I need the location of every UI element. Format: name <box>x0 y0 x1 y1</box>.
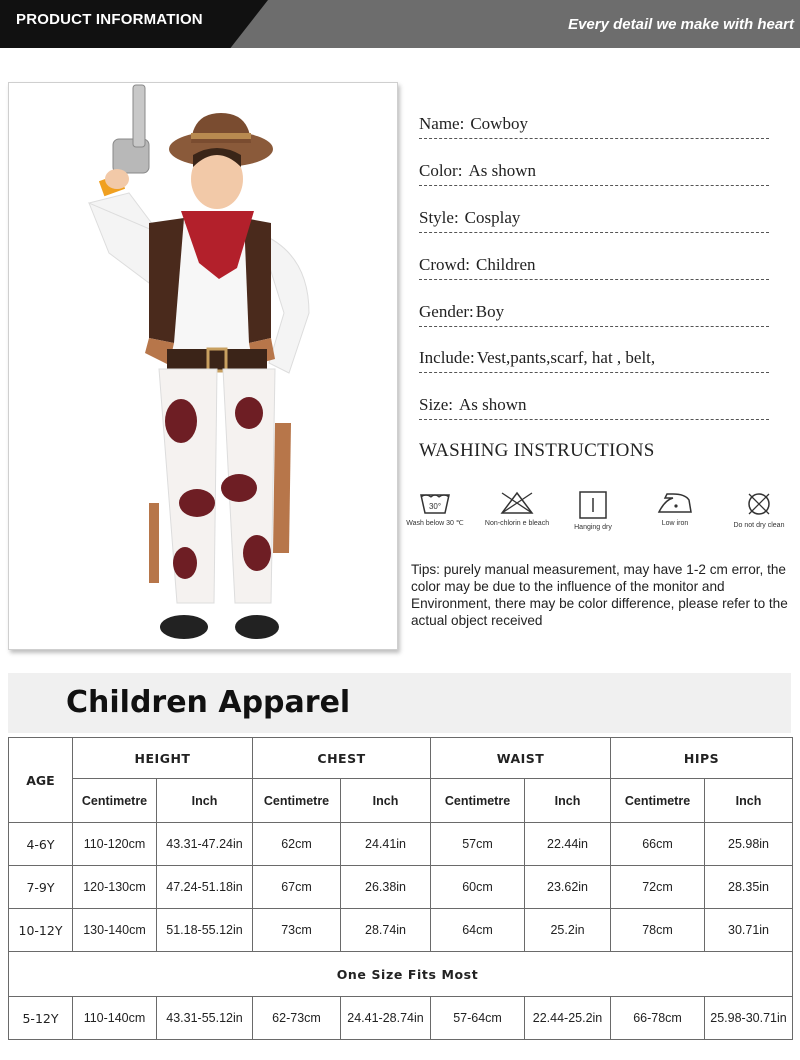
wash-item-1 <box>400 490 470 528</box>
table-cell: 110-120cm <box>73 823 157 866</box>
table-cell: 43.31-47.24in <box>157 823 253 866</box>
table-cell: 22.44-25.2in <box>525 997 611 1040</box>
table-cell: 64cm <box>431 909 525 952</box>
age-header: AGE <box>9 738 73 823</box>
table-cell: 60cm <box>431 866 525 909</box>
info-size: Size: As shown <box>419 395 769 420</box>
product-photo <box>8 82 398 650</box>
hanging-dry-icon <box>578 490 608 520</box>
svg-text:30°: 30° <box>428 502 442 511</box>
info-gender: Gender: Boy <box>419 302 769 327</box>
sub-header-inch: Inch <box>525 779 611 823</box>
table-cell: 25.98in <box>705 823 793 866</box>
size-chart-title: Children Apparel <box>66 685 351 720</box>
wash-item-5 <box>724 490 794 530</box>
info-crowd: Crowd: Children <box>419 255 769 280</box>
table-cell: 78cm <box>611 909 705 952</box>
table-cell: 22.44in <box>525 823 611 866</box>
table-row <box>9 866 793 909</box>
banner-subtitle: Every detail we make with heart <box>568 16 794 33</box>
age-cell: 10-12Y <box>9 909 73 952</box>
size-chart-header <box>8 673 791 733</box>
no-dry-clean-icon <box>745 490 773 518</box>
size-chart-table <box>8 737 793 1040</box>
wash-30-icon <box>418 490 452 516</box>
table-cell: 24.41in <box>341 823 431 866</box>
table-cell: 51.18-55.12in <box>157 909 253 952</box>
info-color: Color: As shown <box>419 161 769 186</box>
banner-title: PRODUCT INFORMATION <box>16 11 203 28</box>
tips-text: Tips: purely manual measurement, may have 1-2 cm error, the color may be due to the influence of the monitor and Environment, there may be color difference, please refer to the actual object received <box>411 562 788 628</box>
age-cell: 7-9Y <box>9 866 73 909</box>
sub-header-inch: Inch <box>157 779 253 823</box>
table-cell: 66cm <box>611 823 705 866</box>
hips-header: HIPS <box>611 738 793 779</box>
table-cell: 57cm <box>431 823 525 866</box>
table-cell: 24.41-28.74in <box>341 997 431 1040</box>
table-cell: 26.38in <box>341 866 431 909</box>
table-cell: 67cm <box>253 866 341 909</box>
table-row <box>9 909 793 952</box>
table-cell: 25.98-30.71in <box>705 997 793 1040</box>
wash-item-3 <box>558 490 628 532</box>
table-cell: 47.24-51.18in <box>157 866 253 909</box>
table-cell: 62-73cm <box>253 997 341 1040</box>
height-header: HEIGHT <box>73 738 253 779</box>
wash-item-2 <box>482 490 552 528</box>
wash-item-4 <box>640 490 710 528</box>
table-cell: 130-140cm <box>73 909 157 952</box>
sub-header-cm: Centimetre <box>431 779 525 823</box>
table-cell: 110-140cm <box>73 997 157 1040</box>
table-cell: 73cm <box>253 909 341 952</box>
table-cell: 25.2in <box>525 909 611 952</box>
cowboy-costume-illustration <box>9 83 397 649</box>
wash-caption: Non-chlorin e bleach <box>484 520 550 527</box>
header-banner <box>0 0 800 48</box>
table-row <box>9 823 793 866</box>
info-style: Style: Cosplay <box>419 208 769 233</box>
low-iron-icon <box>655 490 695 516</box>
table-cell: 28.74in <box>341 909 431 952</box>
sub-header-inch: Inch <box>341 779 431 823</box>
age-cell: 5-12Y <box>9 997 73 1040</box>
waist-header: WAIST <box>431 738 611 779</box>
table-cell: 66-78cm <box>611 997 705 1040</box>
info-name: Name: Cowboy <box>419 114 769 139</box>
washing-title: WASHING INSTRUCTIONS <box>419 440 655 461</box>
sub-header-inch: Inch <box>705 779 793 823</box>
table-cell: 23.62in <box>525 866 611 909</box>
wash-caption: Do not dry clean <box>733 522 785 529</box>
sub-header-cm: Centimetre <box>73 779 157 823</box>
info-include: Include: Vest,pants,scarf, hat , belt, <box>419 348 769 373</box>
wash-caption: Hanging dry <box>574 524 612 531</box>
wash-caption: Low iron <box>661 520 689 527</box>
table-cell: 72cm <box>611 866 705 909</box>
table-row <box>9 997 793 1040</box>
table-cell: 43.31-55.12in <box>157 997 253 1040</box>
table-cell: 62cm <box>253 823 341 866</box>
table-cell: 28.35in <box>705 866 793 909</box>
one-size-label: One Size Fits Most <box>9 952 793 997</box>
no-bleach-icon <box>499 490 535 516</box>
sub-header-cm: Centimetre <box>253 779 341 823</box>
table-cell: 30.71in <box>705 909 793 952</box>
wash-caption: Wash below 30 ℃ <box>406 520 464 527</box>
table-cell: 57-64cm <box>431 997 525 1040</box>
age-cell: 4-6Y <box>9 823 73 866</box>
chest-header: CHEST <box>253 738 431 779</box>
sub-header-cm: Centimetre <box>611 779 705 823</box>
table-cell: 120-130cm <box>73 866 157 909</box>
